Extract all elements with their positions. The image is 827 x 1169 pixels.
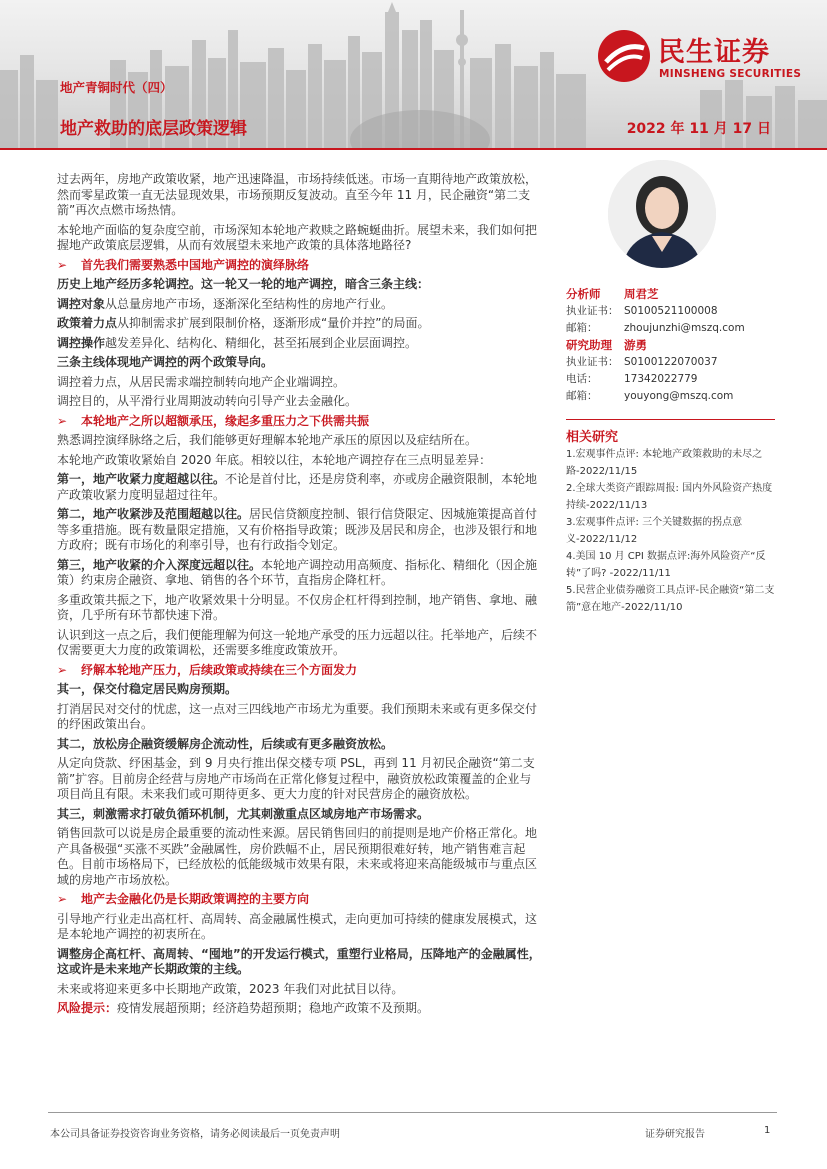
- s1-item: 调控对象从总量房地产市场，逐渐深化至结构性的房地产行业。: [57, 296, 394, 311]
- analyst-email[interactable]: zhoujunzhi@mszq.com: [624, 322, 745, 334]
- s4-paragraph-1: 引导地产行业走出高杠杆、高周转、高金融属性模式，走向更加可持续的健康发展模式，这是本轮地产调控的初衷所在。: [57, 911, 538, 941]
- section-heading-1: ➢ 首先我们需要熟悉中国地产调控的演绎脉络: [57, 257, 310, 272]
- section-heading-3: ➢ 纾解本轮地产压力，后续政策或持续在三个方面发力: [57, 662, 358, 677]
- arrow-bullet-icon: ➢: [57, 413, 68, 428]
- minsheng-logo: [596, 28, 806, 84]
- analyst-info: [566, 286, 776, 405]
- assistant-phone-row: 电话： 17342022779: [566, 373, 698, 385]
- page-number: 1: [764, 1125, 771, 1136]
- minsheng-emblem-icon: [596, 28, 652, 84]
- analyst-row: 分析师 周君芝: [566, 287, 659, 301]
- footer-disclaimer: 本公司具备证券投资咨询业务资格，请务必阅读最后一页免责声明: [50, 1129, 340, 1140]
- arrow-bullet-icon: ➢: [57, 662, 68, 677]
- report-title: 地产救助的底层政策逻辑: [60, 119, 247, 139]
- related-research-item[interactable]: 2.全球大类资产跟踪周报: 国内外风险资产热度持续-2022/11/13: [566, 483, 773, 511]
- s1-point-2: 调控目的，从平滑行业周期波动转向引导产业去金融化。: [57, 394, 358, 408]
- sidebar-divider: [566, 419, 775, 420]
- footer-report-type: 证券研究报告: [645, 1129, 705, 1140]
- s1-item: 政策着力点从抑制需求扩展到限制价格，逐渐形成“量价并控”的局面。: [57, 316, 430, 330]
- risk-warning: 风险提示：疫情发展超预期；经济趋势超预期；稳地产政策不及预期。: [57, 1001, 430, 1015]
- s2-item: 第三，地产收紧的介入深度远超以往。本轮地产调控动用高频度、指标化、精细化（因企施策）约束房企融资、拿地、销售的各个环节，直指房企降杠杆。: [57, 557, 538, 587]
- s3-point-2-text: 从定向贷款、纾困基金，到 9 月央行推出保交楼专项 PSL，再到 11 月初民企融资“第二支箭”扩容。目前房企经营与房地产市场尚在正常化修复过程中，融资放松政策覆盖的企业与项目尚且有限。未来我们或可期待更多、更大力度的针对民营房企的融资放松。: [57, 756, 535, 801]
- s1-lead-2: 三条主线体现地产调控的两个政策导向。: [57, 355, 274, 369]
- s2-paragraph-1: 熟悉调控演绎脉络之后，我们能够更好理解本轮地产承压的原因以及症结所在。: [57, 433, 478, 447]
- assistant-email-row: 邮箱： youyong@mszq.com: [566, 390, 734, 402]
- related-research-title: 相关研究: [566, 430, 619, 445]
- section-heading-2: ➢ 本轮地产之所以超额承压，缘起多重压力之下供需共振: [57, 413, 370, 428]
- s2-paragraph-3: 多重政策共振之下，地产收紧效果十分明显。不仅房企杠杆得到控制，地产销售、拿地、融资，几乎所有环节都快速下滑。: [57, 592, 538, 622]
- report-header: [0, 0, 827, 150]
- related-research-list: [566, 446, 778, 616]
- arrow-bullet-icon: ➢: [57, 892, 68, 906]
- related-research-item[interactable]: 5.民营企业债券融资工具点评-民企融资“第二支箭”意在地产-2022/11/10: [566, 585, 775, 613]
- related-research-item[interactable]: 1.宏观事件点评: 本轮地产政策救助的未尽之路-2022/11/15: [566, 449, 763, 477]
- report-series: 地产青铜时代（四）: [60, 80, 173, 95]
- s3-point-2-title: 其二，放松房企融资缓解房企流动性，后续或有更多融资放松。: [57, 736, 394, 751]
- footer-divider: [48, 1112, 777, 1113]
- related-research-item[interactable]: 3.宏观事件点评: 三个关键数据的拐点意义-2022/11/12: [566, 517, 743, 545]
- s3-point-1-title: 其一，保交付稳定居民购房预期。: [57, 682, 238, 696]
- s1-item: 调控操作越发差异化、结构化、精细化，甚至拓展到企业层面调控。: [57, 335, 418, 350]
- section-heading-4: ➢ 地产去金融化仍是长期政策调控的主要方向: [57, 892, 310, 906]
- s3-point-3-text: 销售回款可以说是房企最重要的流动性来源。居民销售回归的前提则是地产价格正常化。地产具备极强“买涨不买跌”金融属性，房价跌幅不止，居民预期很难好转，地产销售难言起色。目前市场格局下，已经放松的低能级城市效果有限，未来或将迎来高能级城市与重点区域的房地产市场放松。: [57, 826, 538, 887]
- s4-paragraph-2: 未来或将迎来更多中长期地产政策，2023 年我们对此拭目以待。: [57, 981, 404, 996]
- intro-paragraph-1: 过去两年，房地产政策收紧，地产迅速降温，市场持续低迷。市场一直期待地产政策放松，然而零星政策一直无法显现效果，市场预期反复波动。直至今年 11 月，民企融资“第二支箭”再次点燃市场热情。: [57, 172, 538, 217]
- assistant-row: 研究助理 游勇: [566, 338, 647, 352]
- assistant-cert-row: 执业证书： S0100122070037: [566, 356, 718, 368]
- s4-bold-paragraph: 调整房企高杠杆、高周转、“囤地”的开发运行模式，重塑行业格局，压降地产的金融属性，这或许是未来地产长期政策的主线。: [57, 946, 541, 976]
- header-divider: [0, 148, 827, 150]
- report-date: 2022 年 11 月 17 日: [626, 121, 771, 137]
- intro-paragraph-2: 本轮地产面临的复杂度空前，市场深知本轮地产救赎之路蜿蜒曲折。展望未来，我们如何把握地产政策底层逻辑，从而有效展望未来地产政策的具体落地路径?: [57, 222, 538, 252]
- s2-item: 第二，地产收紧涉及范围超越以往。居民信贷额度控制、银行信贷限定、因城施策提高首付等多重措施。既有数量限定措施，又有价格指导政策；既涉及居民和房企，也涉及银行和地方政府；既有市场化的利率引导，也有行政指令划定。: [57, 507, 538, 552]
- analyst-portrait-icon: [608, 160, 716, 268]
- analyst-cert-row: 执业证书： S0100521100008: [566, 305, 718, 317]
- arrow-bullet-icon: ➢: [57, 257, 68, 272]
- s2-paragraph-2: 本轮地产政策收紧始自 2020 年底。相较以往，本轮地产调控存在三点明显差异：: [57, 452, 492, 467]
- logo-text-en: MINSHENG SECURITIES: [659, 68, 802, 80]
- report-body: [57, 172, 542, 1021]
- related-research-item[interactable]: 4.美国 10 月 CPI 数据点评:海外风险资产“反转”了吗? -2022/11/11: [566, 551, 766, 579]
- s2-item: 第一，地产收紧力度超越以往。不论是首付比，还是房贷利率，亦或房企融资限制，本轮地产政策收紧力度明显超过往年。: [57, 472, 538, 502]
- s1-point-1: 调控着力点，从居民需求端控制转向地产企业端调控。: [57, 374, 346, 389]
- s3-point-1-text: 打消居民对交付的忧虑，这一点对三四线地产市场尤为重要。我们预期未来或有更多保交付的纾困政策出台。: [57, 701, 538, 731]
- logo-text-cn: 民生证券: [658, 37, 770, 68]
- s2-paragraph-4: 认识到这一点之后，我们便能理解为何这一轮地产承受的压力远超以往。托举地产，后续不仅需要更大力度的政策调松，还需要多维度政策放开。: [57, 627, 538, 657]
- s3-point-3-title: 其三，刺激需求打破负循环机制，尤其刺激重点区域房地产市场需求。: [57, 806, 430, 821]
- assistant-email[interactable]: youyong@mszq.com: [624, 390, 734, 402]
- analyst-photo: [608, 160, 716, 268]
- analyst-email-row: 邮箱： zhoujunzhi@mszq.com: [566, 322, 745, 334]
- s1-lead: 历史上地产经历多轮调控。这一轮又一轮的地产调控，暗含三条主线：: [57, 277, 430, 291]
